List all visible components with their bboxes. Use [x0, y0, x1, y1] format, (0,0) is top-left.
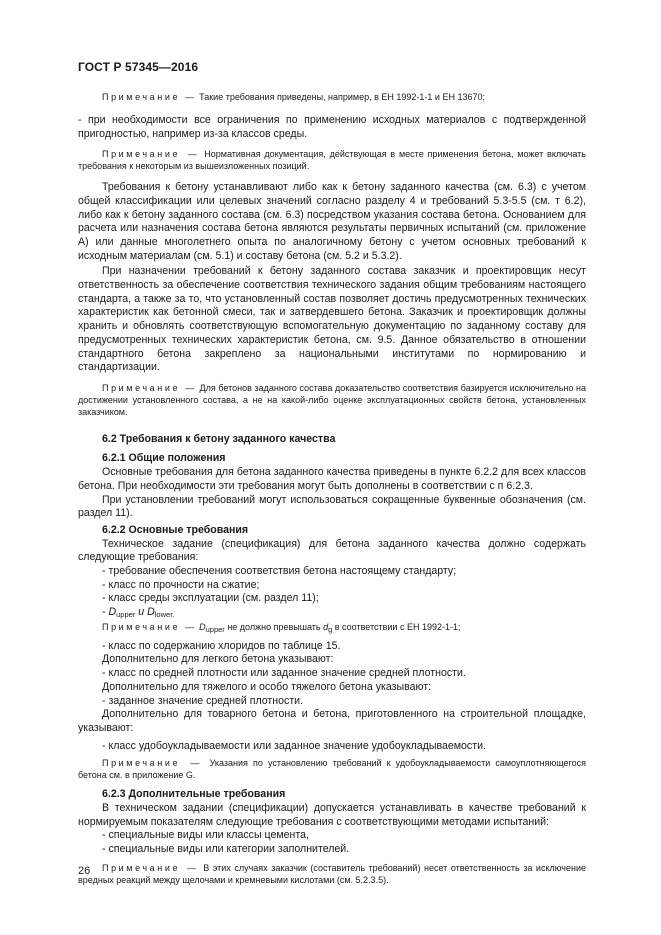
paragraph: Дополнительно для легкого бетона указывают: [102, 653, 334, 666]
subsection-heading-6-2-1: 6.2.1 Общие положения [102, 452, 226, 465]
paragraph: Требования к бетону устанавливают либо как к бетону заданного качества (см. 6.3) с учетом общей классификации или целевых значений согласно разделу 4 и требований 5.3-5.5 (см. т 6.2), либо как к бетону заданного состава (см. 6.3) посредством указания состава бетона. Основанием для расчета или назначения состава бетона являются результаты первичных испытаний (см. приложение А) или данные многолетнего опыта по аналогичному бетону с учетом основных требований к исходным материалам (см. 5.1) и составу бетона (см. 5.2 и 5.3.2). [78, 181, 586, 262]
d-upper-subscript: upper [205, 624, 225, 634]
note [78, 863, 586, 887]
page-number: 26 [78, 865, 91, 877]
note-text: В этих случаях заказчик (составитель требований) несет ответственность за исключение вредных реакций между щелочами и кремневыми кислотами (см. 5.2.3.5). [78, 862, 586, 885]
note-label: Примечание [102, 862, 181, 873]
note-text: не должно превышать [224, 621, 324, 632]
subsection-heading-6-2-2: 6.2.2 Основные требования [102, 523, 249, 536]
paragraph: Дополнительно для товарного бетона и бетона, приготовленного на строительной площадке, указывают: [78, 708, 586, 734]
note-text: Нормативная документация, действующая в месте применения бетона, может включать требования к некоторым из вышеизложенных позиций. [78, 149, 586, 172]
paragraph: Техническое задание (спецификация) для бетона заданного качества должно содержать следующие требования: [78, 537, 586, 564]
d-symbol: D [199, 621, 206, 632]
paragraph: Дополнительно для тяжелого и особо тяжелого бетона указывают: [102, 680, 432, 693]
list-item-d-values [78, 606, 586, 620]
note-text: в соответствии с ЕН 1992-1-1; [332, 621, 461, 632]
note-dash: — [185, 382, 195, 393]
d-upper-subscript: upper [116, 610, 136, 620]
note [78, 383, 586, 419]
list-item: - класс по прочности на сжатие; [102, 578, 260, 591]
g-subscript: g [328, 624, 333, 634]
note-dash: — [185, 92, 195, 102]
list-item: - заданное значение средней плотности. [102, 694, 304, 707]
paragraph: В техническом задании (спецификации) допускается устанавливать в качестве требований к нормируемым показателям следующие требования с соответствующими методами испытаний: [78, 801, 586, 828]
paragraph: Основные требования для бетона заданного качества приведены в пункте 6.2.2 для всех классов бетона. При необходимости эти требования могут быть дополнены в соответствии с п 6.2.3. [78, 466, 586, 492]
d-symbol: D [108, 606, 117, 619]
note [78, 622, 586, 634]
page-content [78, 88, 586, 887]
paragraph: - при необходимости все ограничения по применению исходных материалов с подтвержденной пригодностью, например из-за классов среды. [78, 113, 586, 140]
section-heading-6-2: 6.2 Требования к бетону заданного качества [102, 432, 336, 445]
note-label: Примечание [102, 382, 181, 393]
list-item: - специальные виды или категории заполнителей. [102, 842, 350, 855]
note [78, 758, 586, 782]
paragraph: При назначении требований к бетону заданного состава заказчик и проектировщик несут ответственность за обеспечение соответствия технического задания общим требованиям настоящего стандарта, а также за то, что установленный состав позволяет достичь предусмотренных технических характеристик как бетонной смеси, так и затвердевшего бетона. Заказчик и проектировщик должны хранить и обновлять соответствующую вспомогательную документацию по заданному составу для предусмотренных технических характеристик бетона, см. 9.5. Данное обязательство в отношении стандартного бетона закреплено за национальными институтами по нормированию и стандартизации. [78, 265, 586, 374]
note-dash: — [187, 862, 197, 873]
and-word: и [135, 606, 148, 619]
subsection-heading-6-2-3: 6.2.3 Дополнительные требования [102, 788, 286, 801]
note-text: Для бетонов заданного состава доказательство соответствия базируется исключительно на достижении установленного состава, а не на какой-либо оценке эксплуатационных свойств бетона, установленных заказчиком. [78, 382, 586, 417]
list-item: - требование обеспечения соответствия бетона настоящему стандарту; [102, 565, 457, 578]
list-item: - класс удобоукладываемости или заданное значение удобоукладываемости. [102, 739, 486, 752]
note [78, 149, 586, 173]
dg-symbol: d [323, 621, 329, 632]
list-dash: - [102, 606, 109, 619]
list-item: - класс по средней плотности или заданное значение средней плотности. [102, 667, 466, 680]
list-item: - класс по содержанию хлоридов по таблице 15. [102, 639, 341, 652]
note-text: Указания по установлению требований к удобоукладываемости самоуплотняющегося бетона см. в приложение G. [78, 758, 586, 781]
note-dash: — [187, 149, 197, 160]
note-dash: — [190, 758, 200, 769]
note-label: Примечание [102, 92, 181, 102]
list-item: - класс среды эксплуатации (см. раздел 11); [102, 592, 319, 605]
paragraph: При установлении требований могут использоваться сокращенные буквенные обозначения (см. раздел 11). [78, 493, 586, 520]
d-symbol: D [147, 606, 155, 619]
note-text: Такие требования приведены, например, в ЕН 1992-1-1 и ЕН 13670; [199, 92, 485, 102]
note-dash: — [185, 621, 195, 632]
note-label: Примечание [102, 149, 181, 160]
list-item: - специальные виды или классы цемента, [102, 829, 309, 842]
note-label: Примечание [102, 621, 181, 632]
d-lower-subscript: lower. [154, 610, 175, 620]
standard-header: ГОСТ Р 57345—2016 [78, 60, 199, 74]
note [78, 92, 586, 104]
note-label: Примечание [102, 758, 181, 769]
